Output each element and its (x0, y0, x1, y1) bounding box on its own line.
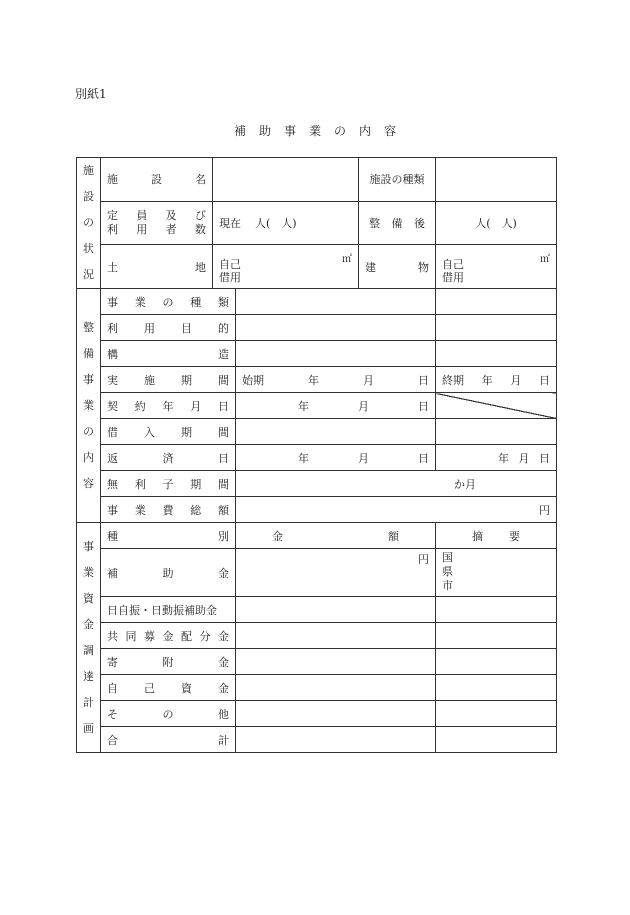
facility-name-field[interactable] (213, 158, 359, 202)
total-project-cost-label: 事 業 費 総 額 (101, 497, 236, 523)
building-ownership-field[interactable]: 自己 借用 ㎡ (436, 245, 557, 289)
own-funds-amount-field[interactable] (236, 675, 436, 701)
other-remarks-field[interactable] (436, 701, 557, 727)
repayment-date-label: 返 済 日 (101, 445, 236, 471)
current-capacity-field[interactable] (213, 201, 359, 245)
donation-label: 寄 附 金 (101, 649, 236, 675)
nichijishin-remarks-field[interactable] (436, 597, 557, 623)
repayment-date-field-2[interactable]: 年 月 日 (436, 445, 557, 471)
own-funds-label: 自 己 資 金 (101, 675, 236, 701)
facility-type-label: 施設の種類 (359, 158, 436, 202)
contract-date-field[interactable]: 年 月 日 (236, 393, 436, 419)
project-type-field[interactable] (236, 289, 436, 315)
purpose-field[interactable] (236, 315, 436, 341)
kind-header: 種 別 (101, 523, 236, 549)
interest-free-period-label: 無 利 子 期 間 (101, 471, 236, 497)
total-label: 合 計 (101, 727, 236, 753)
repayment-date-field[interactable]: 年 月 日 (236, 445, 436, 471)
other-label: そ の 他 (101, 701, 236, 727)
community-chest-label: 共 同 募 金 配 分 金 (101, 623, 236, 649)
structure-field[interactable] (236, 341, 436, 367)
remarks-header: 摘 要 (436, 523, 557, 549)
land-label: 土 地 (101, 245, 213, 289)
purpose-field-2[interactable] (436, 315, 557, 341)
project-type-field-2[interactable] (436, 289, 557, 315)
contract-diagonal-cell (436, 393, 557, 419)
start-date-field[interactable]: 始期 年 月 日 (236, 367, 436, 393)
facility-type-field[interactable] (436, 158, 557, 202)
implementation-period-label: 実 施 期 間 (101, 367, 236, 393)
subsidy-sources-field[interactable]: 国 県 市 (436, 549, 557, 597)
purpose-label: 利 用 目 的 (101, 315, 236, 341)
current-prefix: 現在 (219, 216, 241, 230)
community-chest-remarks-field[interactable] (436, 623, 557, 649)
total-remarks-field[interactable] (436, 727, 557, 753)
contract-date-label: 契 約 年 月 日 (101, 393, 236, 419)
total-project-cost-field[interactable]: 円 (236, 497, 557, 523)
project-type-label: 事 業 の 種 類 (101, 289, 236, 315)
subsidy-label: 補 助 金 (101, 549, 236, 597)
facility-name-label: 施 設 名 (101, 158, 213, 202)
land-ownership-field[interactable]: 自己 借用 ㎡ (213, 245, 359, 289)
nichijishin-amount-field[interactable] (236, 597, 436, 623)
amount-header: 金 額 (236, 523, 436, 549)
interest-free-period-field[interactable]: か月 (236, 471, 557, 497)
borrowing-period-label: 借 入 期 間 (101, 419, 236, 445)
nichijishin-subsidy-label: 日自振・日動振補助金 (101, 597, 236, 623)
area-unit: ㎡ (540, 253, 550, 265)
structure-label: 構 造 (101, 341, 236, 367)
appendix-label: 別紙1 (75, 87, 107, 101)
funding-plan-section-label: 事 業 資 金 調 達 計 画 (77, 523, 101, 753)
project-form-table (76, 157, 557, 753)
total-amount-field[interactable] (236, 727, 436, 753)
facility-status-section-label: 施 設 の 状 況 (77, 158, 101, 289)
building-label: 建 物 (359, 245, 436, 289)
donation-remarks-field[interactable] (436, 649, 557, 675)
borrowing-period-field[interactable] (236, 419, 436, 445)
capacity-label: 定 員 及 び 利 用 者 数 (101, 201, 213, 245)
donation-amount-field[interactable] (236, 649, 436, 675)
page-title: 補助事業の内容 (233, 124, 409, 138)
area-unit: ㎡ (342, 253, 352, 265)
after-capacity-field[interactable]: 人( 人) (436, 201, 557, 245)
own-funds-remarks-field[interactable] (436, 675, 557, 701)
subsidy-amount-field[interactable]: 円 (236, 549, 436, 597)
borrowing-period-field-2[interactable] (436, 419, 557, 445)
community-chest-amount-field[interactable] (236, 623, 436, 649)
other-amount-field[interactable] (236, 701, 436, 727)
structure-field-2[interactable] (436, 341, 557, 367)
end-date-field[interactable]: 終期 年 月 日 (436, 367, 557, 393)
project-content-section-label: 整 備 事 業 の 内 容 (77, 289, 101, 523)
after-maintenance-label: 整 備 後 (359, 201, 436, 245)
current-capacity-value: 人( 人) (255, 216, 297, 230)
